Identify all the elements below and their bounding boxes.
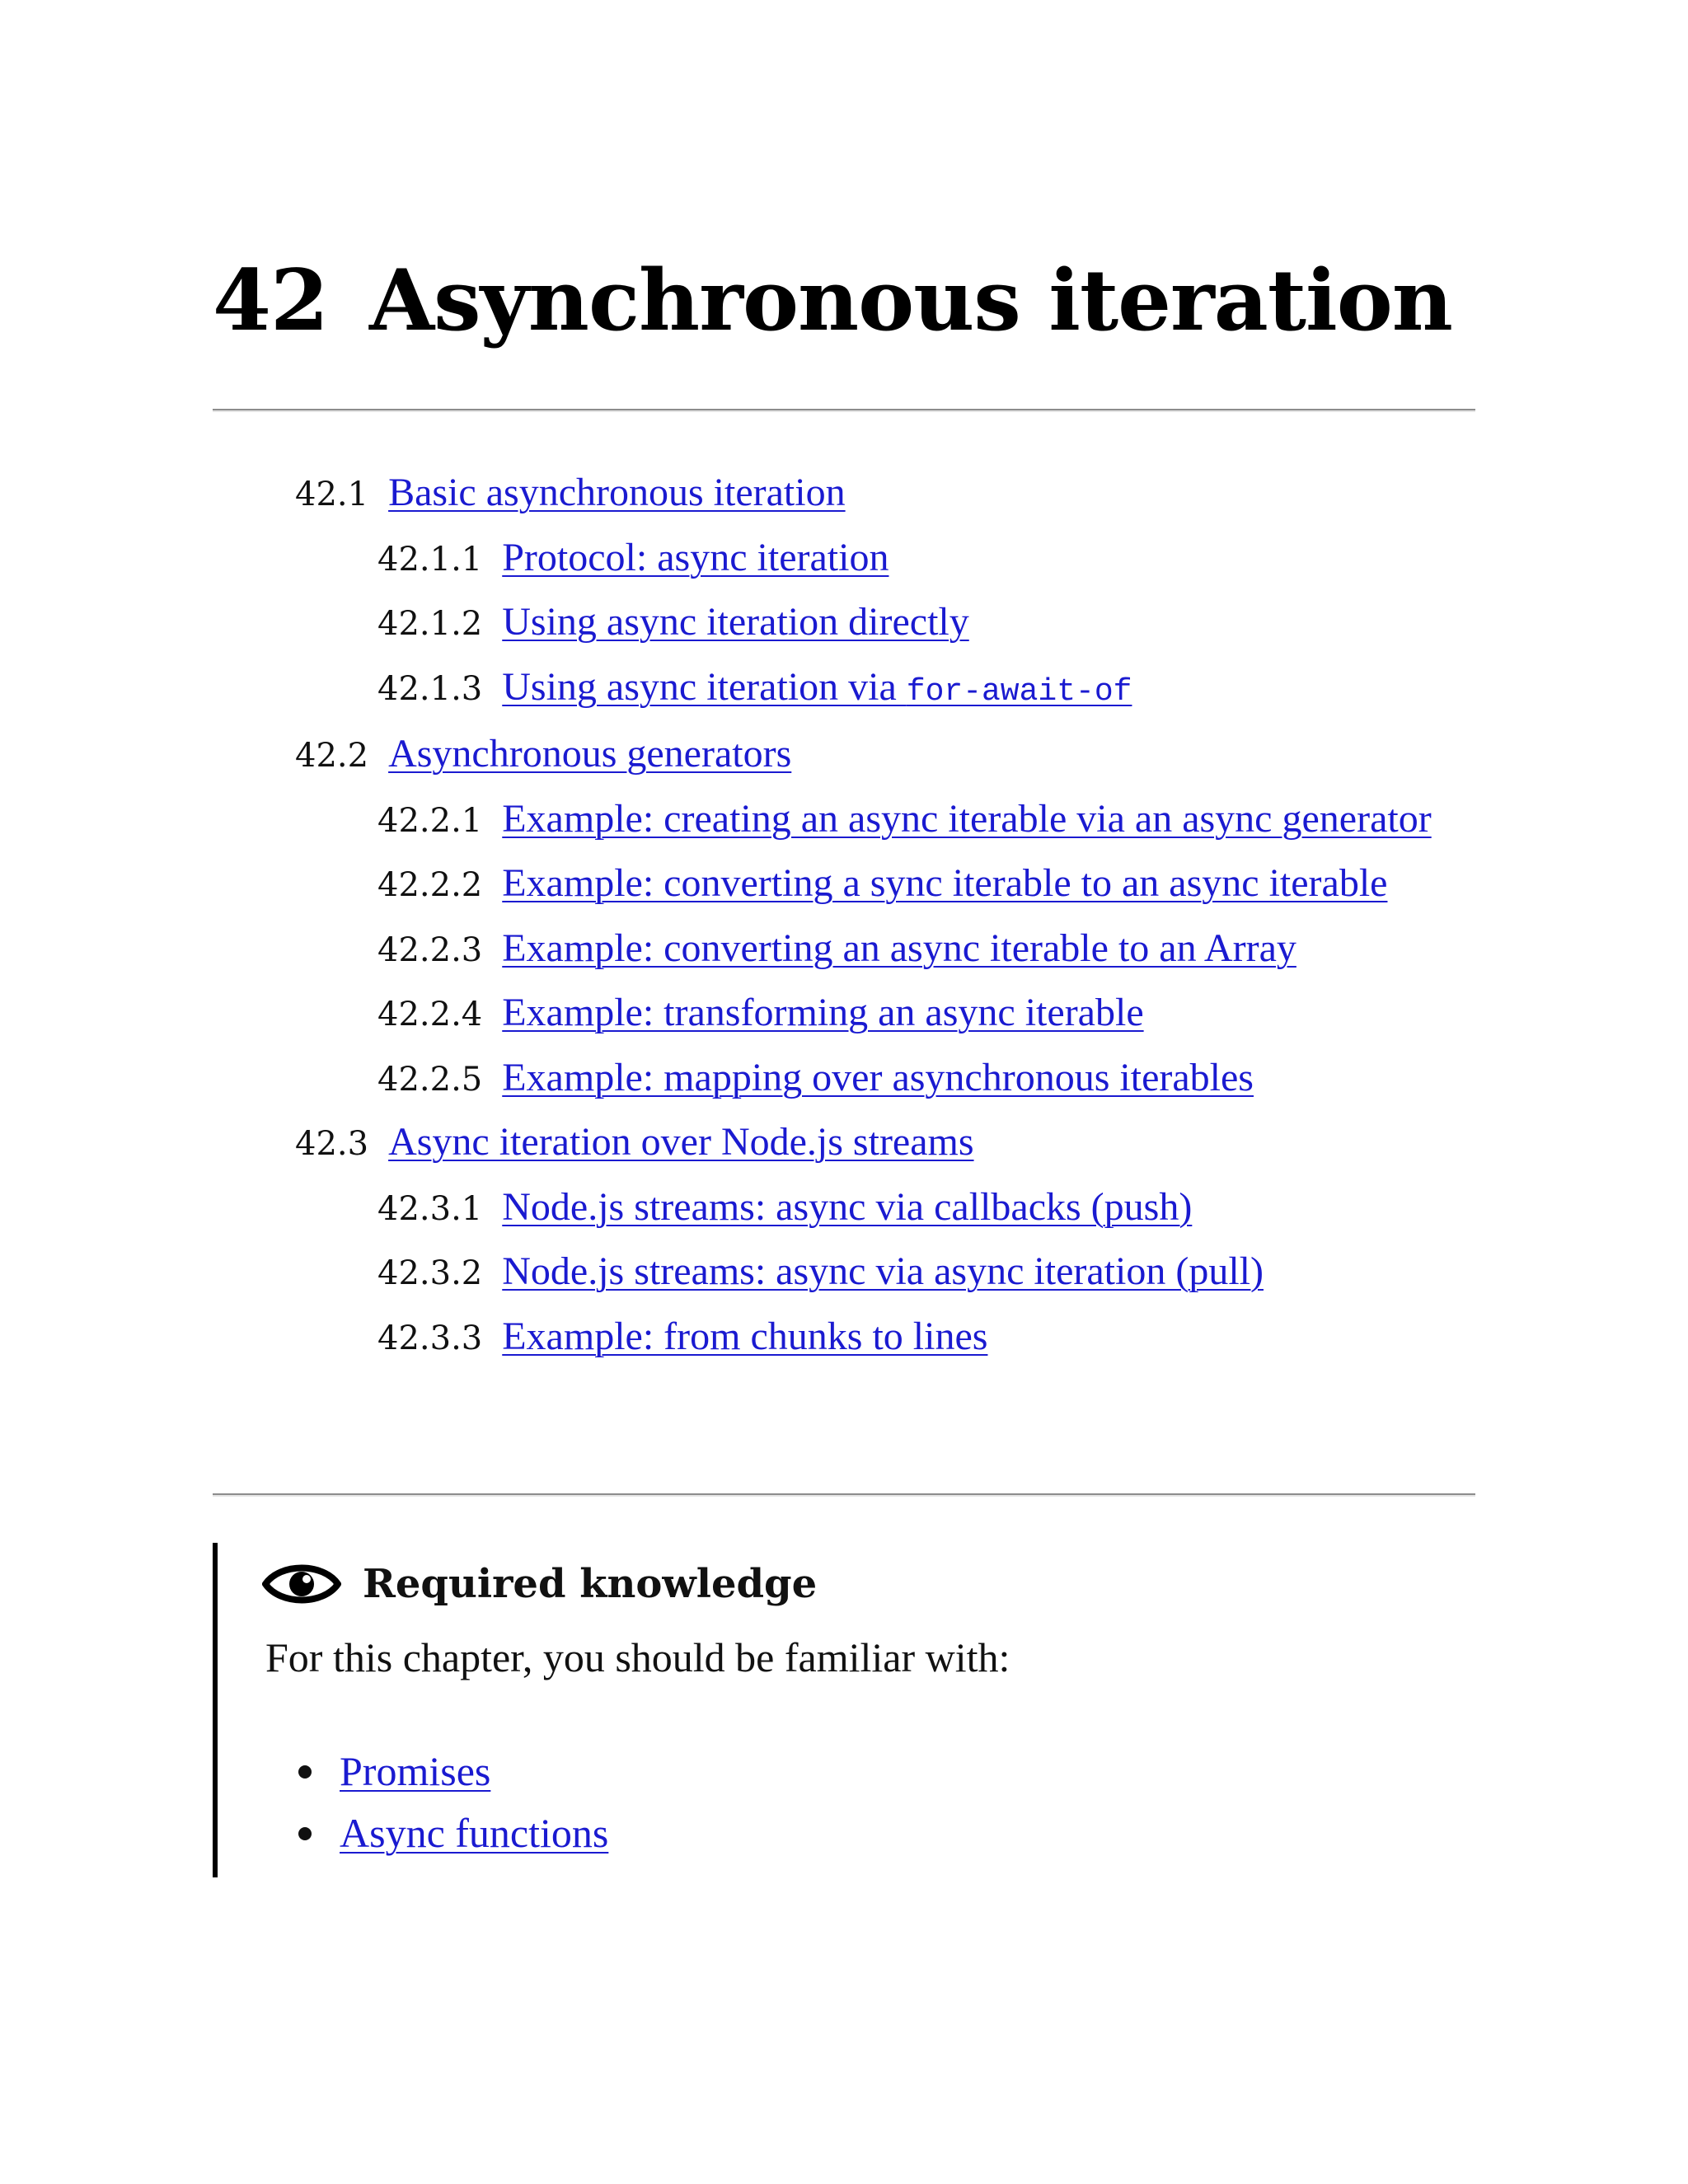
toc-link[interactable]: Example: mapping over asynchronous iterables [502,1055,1254,1099]
toc-top-divider [213,409,1475,412]
toc-item [295,1305,1482,1371]
toc-item [295,1047,1482,1112]
toc-link-code: for-await-of [906,673,1132,710]
toc-section-number: 42.3.3 [377,1319,483,1357]
bullet-icon [298,1827,312,1840]
toc-item [295,656,1482,724]
toc-section-number: 42.1.2 [377,605,483,643]
toc-link[interactable]: Node.js streams: async via callbacks (push) [502,1184,1193,1229]
toc-link[interactable] [502,665,1132,709]
toc-section-number: 42.3 [295,1125,369,1163]
toc-item [295,1176,1482,1241]
toc-link-text: Using async iteration via [502,664,907,709]
callout-header [262,1551,817,1617]
toc-item [295,462,1482,527]
bullet-icon [298,1765,312,1779]
toc-item [295,591,1482,656]
table-of-contents [295,462,1482,1370]
toc-item [295,852,1482,917]
toc-section-number: 42.3.2 [377,1254,483,1292]
toc-link[interactable]: Asynchronous generators [388,732,792,776]
toc-section-number: 42.2.5 [377,1060,483,1099]
chapter-title-text: Asynchronous iteration [368,251,1452,350]
required-knowledge-callout [213,1543,1421,1877]
toc-link[interactable]: Using async iteration directly [502,600,969,644]
toc-item [295,1240,1482,1305]
toc-item [295,723,1482,788]
toc-section-number: 42.3.1 [377,1189,483,1228]
toc-item [295,527,1482,592]
toc-link[interactable]: Async iteration over Node.js streams [388,1120,974,1164]
page [213,0,1475,2184]
toc-section-number: 42.1.1 [377,540,483,579]
toc-item [295,1111,1482,1176]
list-item [265,1741,608,1802]
chapter-title [213,247,1452,354]
toc-section-number: 42.1 [295,476,369,513]
toc-section-number: 42.2.1 [377,801,483,840]
required-knowledge-list [265,1741,608,1864]
toc-link[interactable]: Example: creating an async iterable via an async generator [502,796,1432,841]
toc-item [295,917,1482,982]
toc-section-number: 42.2.4 [377,996,483,1033]
toc-link[interactable]: Example: from chunks to lines [502,1314,988,1358]
toc-section-number: 42.2 [295,737,369,775]
eye-icon [262,1558,341,1610]
toc-link[interactable]: Example: converting a sync iterable to an async iterable [502,861,1388,905]
toc-link[interactable]: Example: transforming an async iterable [502,991,1144,1034]
toc-section-number: 42.1.3 [377,669,483,708]
toc-link[interactable]: Basic asynchronous iteration [388,471,846,514]
toc-link[interactable]: Node.js streams: async via async iteration (pull) [502,1249,1264,1293]
toc-link[interactable]: Protocol: async iteration [502,535,889,579]
promises-link[interactable]: Promises [340,1748,491,1794]
callout-intro: For this chapter, you should be familiar with: [265,1634,1010,1680]
toc-item [295,788,1482,853]
toc-link[interactable]: Example: converting an async iterable to an Array [502,926,1296,970]
toc-item [295,982,1482,1047]
toc-section-number: 42.2.3 [377,930,483,969]
callout-heading: Required knowledge [363,1561,818,1607]
toc-bottom-divider [213,1493,1475,1497]
async-functions-link[interactable]: Async functions [340,1810,609,1856]
list-item [265,1802,608,1864]
toc-section-number: 42.2.2 [377,866,483,904]
chapter-number: 42 [213,251,328,350]
